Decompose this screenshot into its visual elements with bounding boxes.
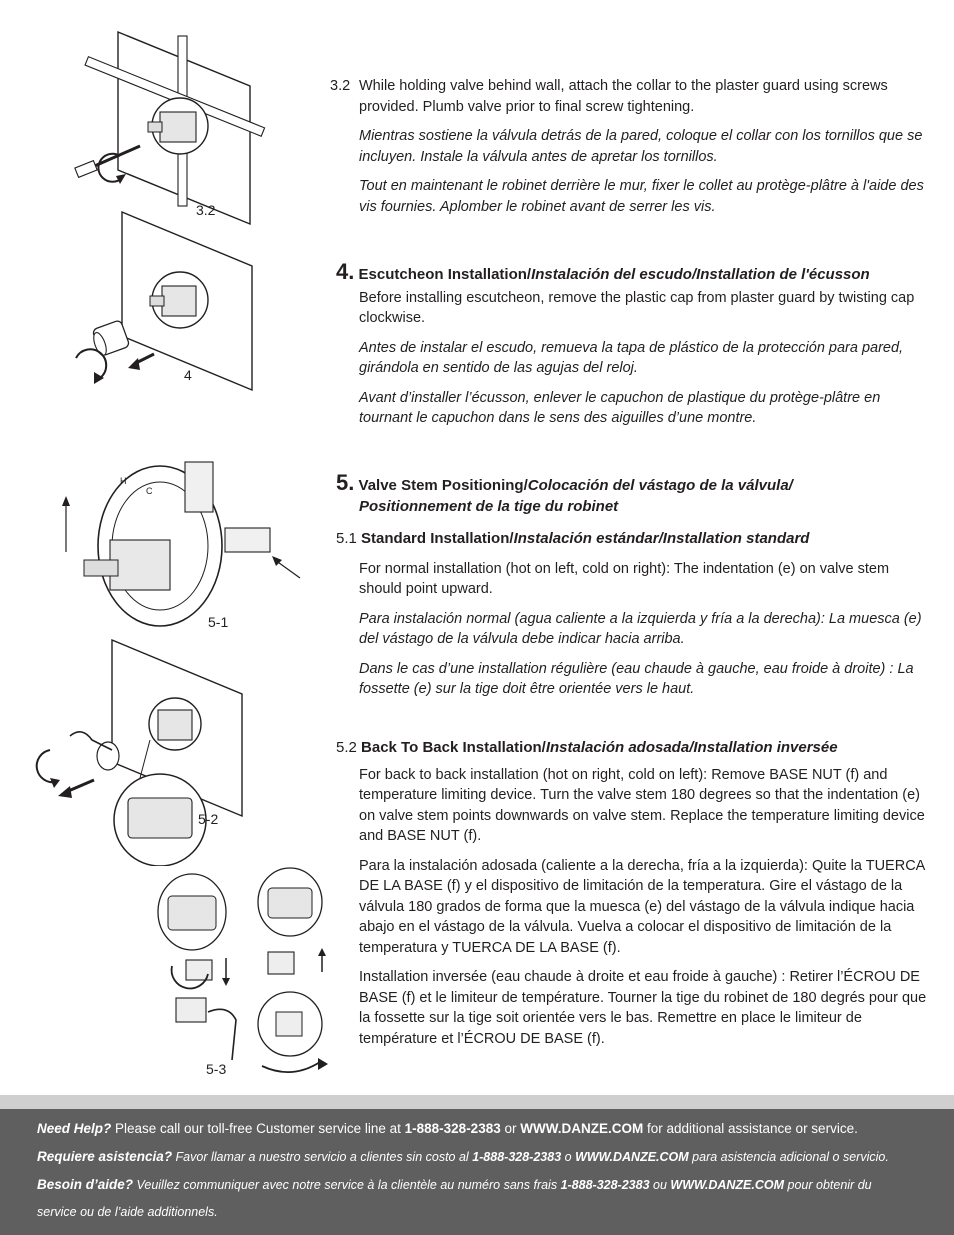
footer-spanish-text-end: para asistencia adicional o servicio. [688,1150,889,1164]
svg-text:C: C [146,486,153,496]
footer-phone-link[interactable]: 1-888-328-2383 [404,1121,501,1136]
step-5-2-french: Installation inversée (eau chaude à droite et eau froide à gauche) : Retirer l’ÉCROU DE BASE (f) et le limiteur de température. Tourner la tige du robinet de 180 degrés pour que la fossette sur la tige soit orientée vers le bas. Remettre en place le limiteur de température et l’ÉCROU DE BASE (f). [359,969,927,1047]
figure-label-5-1: 5-1 [208,614,229,630]
step-5-title-english: Valve Stem Positioning/ [358,477,528,494]
figure-5-2-illustration [30,636,270,866]
step-5-1-english: For normal installation (hot on left, cold on right): The indentation (e) on valve stem should point upward. [359,560,890,597]
step-5-1-title-english: Standard Installation/ [361,530,514,547]
figure-label-4: 4 [184,367,192,383]
footer-website-link-es[interactable]: WWW.DANZE.COM [575,1150,689,1164]
step-5-2-spanish: Para la instalación adosada (caliente a la derecha, fría a la izquierda): Quite la TUERCA DE LA BASE (f) y el dispositivo de limitación de la temperatura. Gire el vástago de la válvula 180 grados de forma que la muesca (e) del vástago de la válvula indique hacia abajo en el vástago de la válvula. Vuelva a colocar el dispositivo de limitación de la temperatura y TUERCA DE LA BASE (f). [359,857,925,956]
footer-french-lead: Besoin d’aide? [37,1177,134,1192]
footer-english-text-end: for additional assistance or service. [643,1121,858,1136]
footer-phone-link-fr[interactable]: 1-888-328-2383 [560,1178,650,1192]
footer-website-link-fr[interactable]: WWW.DANZE.COM [670,1178,785,1192]
footer-french-text: Veuillez communiquer avec notre service à la clientèle au numéro sans frais [133,1178,561,1192]
step-3-2-section [330,76,935,217]
step-4-number: 4. [336,259,355,284]
step-5-1-french: Dans le cas d’une installation régulière (eau chaude à gauche, eau froide à droite) : La fossette (e) sur la tige doit être orientée vers le haut. [359,660,914,697]
footer-divider-band [0,1095,954,1109]
footer-line-french [37,1177,872,1192]
figure-3-2-illustration [60,28,280,228]
step-5-number: 5. [336,470,355,495]
step-5-2-section [330,738,935,1049]
help-footer [0,1109,954,1235]
footer-website-link[interactable]: WWW.DANZE.COM [520,1121,644,1136]
step-5-2-title-english: Back To Back Installation/ [361,739,546,756]
step-3-2-number: 3.2 [330,78,351,94]
step-4-french: Avant d’installer l’écusson, enlever le capuchon de plastique du protège-plâtre en tournant le capuchon dans le sens des aiguilles d’une montre. [359,389,881,426]
step-4-english: Before installing escutcheon, remove the plastic cap from plaster guard by twisting cap clockwise. [359,289,915,326]
footer-french-continued: service ou de l’aide additionnels. [37,1205,218,1219]
step-5-title-spanish: Colocación del vástago de la válvula/ [527,477,793,494]
figure-5-1-illustration [50,448,310,633]
step-5-1-number: 5.1 [336,530,357,547]
footer-spanish-text: Favor llamar a nuestro servicio a clientes sin costo al [172,1150,473,1164]
step-4-section [330,259,935,429]
step-3-2-french: Tout en maintenant le robinet derrière le mur, fixer le collet au protège-plâtre à l'aide des vis fournies. Aplomber le robinet avant de serrer les vis. [359,178,924,215]
figure-5-3-illustration [150,862,340,1077]
footer-french-or: ou [649,1178,671,1192]
footer-spanish-or: o [561,1150,576,1164]
footer-line-spanish [37,1149,889,1164]
footer-english-or: or [500,1121,521,1136]
figure-label-5-2: 5-2 [198,811,219,827]
step-5-1-section [330,529,935,700]
step-4-spanish: Antes de instalar el escudo, remueva la tapa de plástico de la protección para pared, girándola en sentido de las agujas del reloj. [359,339,904,376]
footer-english-lead: Need Help? [37,1121,112,1136]
figure-label-3-2: 3.2 [196,202,216,218]
footer-english-text: Please call our toll-free Customer service line at [111,1121,405,1136]
step-3-2-spanish: Mientras sostiene la válvula detrás de la pared, coloque el collar con los tornillos que se incluyen. Instale la válvula antes de apretar los tornillos. [359,128,923,165]
footer-spanish-lead: Requiere asistencia? [37,1149,173,1164]
svg-text:H: H [120,476,127,486]
footer-phone-link-es[interactable]: 1-888-328-2383 [472,1150,562,1164]
step-5-2-number: 5.2 [336,739,357,756]
step-3-2-english: While holding valve behind wall, attach the collar to the plaster guard using screws provided. Plumb valve prior to final screw tightening. [359,78,888,115]
footer-line-english [37,1121,858,1136]
step-5-1-title-translations: Instalación estándar/Installation standard [513,530,810,547]
footer-french-text-end: pour obtenir du [784,1178,872,1192]
step-5-title-french: Positionnement de la tige du robinet [359,497,619,515]
step-5-1-spanish: Para instalación normal (agua caliente a la izquierda y fría a la derecha): La muesca (e) del vástago de la válvula debe indicar hacia arriba. [359,610,922,647]
figure-4-illustration [60,208,280,393]
step-4-title-translations: Instalación del escudo/Installation de l'écusson [531,266,870,283]
step-5-2-english: For back to back installation (hot on right, cold on left): Remove BASE NUT (f) and temperature limiting device. Turn the valve stem 180 degrees so that the indentation (e) on valve stem points downwards on valve stem. Replace the temperature limiting device and BASE NUT (f). [359,766,925,844]
step-5-2-title-translations: Instalación adosada/Installation inversée [545,739,838,756]
step-5-section [330,470,935,517]
figure-label-5-3: 5-3 [206,1061,227,1077]
step-4-title-english: Escutcheon Installation/ [358,266,532,283]
